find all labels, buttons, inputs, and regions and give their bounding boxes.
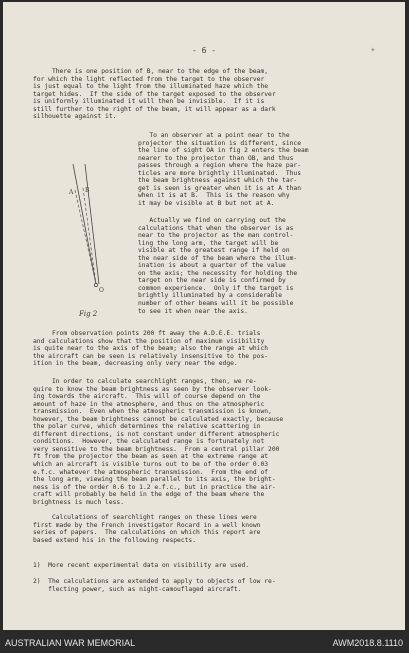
list-item-2: 2) The calculations are extended to apply to objects of low re- flecting power, such as night-camouflaged aircraft.	[33, 578, 276, 593]
paragraph-6: Calculations of searchlight ranges on these lines were first made by the French investigator Rocard in a well known series of papers. The calculations on which this report are based extend his in the following respects.	[33, 514, 261, 544]
footer-reference: AWM2018.8.1110	[332, 638, 403, 648]
paragraph-4: From observation points 200 ft away the A.D.E.E. trials and calculations show that the position of maximum visibility is quite near to the axis of the beam; also the range at which the aircraft can be seen is relatively insensitive to the pos- ition in the beam, decreasing only very near the edge.	[33, 330, 269, 368]
footer-bar	[0, 634, 409, 653]
page-number: - 6 -	[191, 46, 217, 55]
figure-caption: Fig 2	[79, 310, 98, 318]
beam-edge-line	[73, 164, 96, 284]
list-item-1: 1) More recent experimental data on visibility are used.	[33, 562, 250, 569]
figure-2-diagram	[61, 154, 121, 319]
paragraph-5: In order to calculate searchlight ranges, then, we re- quire to know the beam brightness as seen by the observer look- ing towards the aircraft. This will of course depend on the amount of haze in the atmosphere, and thus on the atmospheric transmission. Even when the atmospheric transmission is known, however, the beam brightness cannot be calculated exactly, because the polar curve, which determines the relative scattering in different directions, is not constant under different atmospheric conditions. However, the calculated range is fortunately not very sensitive to the beam brightness. From a central pillar 200 ft from the projector the beam as seen at the extreme range at which an aircraft is visible turns out to be of the order 0.03 e.f.c. whatever the atmospheric transmission. From the end of the long arm, viewing the beam parallel to its axis, the bright- ness is of the order 0.6 to 1.2 e.f.c., but in practice the air- craft will probably be held in the edge of the beam where the brightness is much less.	[33, 378, 284, 506]
label-o: O	[99, 287, 104, 294]
corner-mark: +	[370, 46, 375, 54]
label-b: B	[85, 187, 90, 194]
label-a: A	[69, 189, 74, 196]
paragraph-2: To an observer at a point near to the projector the situation is different, since the line of sight OA in fig 2 enters the beam nearer to the projector than OB, and thus passes through a region where the haze par- ticles are more brightly illuminated. Thus the beam brightness against which the tar- get is seen is greater when it is at A than when it is at B. This is the reason why it may be visible at B but not at A.	[138, 132, 309, 207]
footer-institution: AUSTRALIAN WAR MEMORIAL	[5, 638, 136, 648]
document-page	[3, 2, 405, 630]
paragraph-1: There is one position of B, near to the edge of the beam, for which the light reflected from the target to the observer is just equal to the light from the illuminated haze which the target hides. If the side of the target exposed to the observer is uniformly illuminated it will then be invisible. If it is still further to the right of the beam, it will appear as a dark silhouette against it.	[33, 68, 276, 121]
paragraph-3: Actually we find on carrying out the calculations that when the observer is as near to the projector as the man control- ling the long arm, the target will be visible at the greatest range if held on the near side of the beam where the illum- ination is about a quarter of the value on the axis; the necessity for holding the target on the near side is confirmed by common experience. Only if the target is brightly illuminated by a considerable number of other beams will it be possible to see it when near the axis.	[138, 217, 298, 315]
